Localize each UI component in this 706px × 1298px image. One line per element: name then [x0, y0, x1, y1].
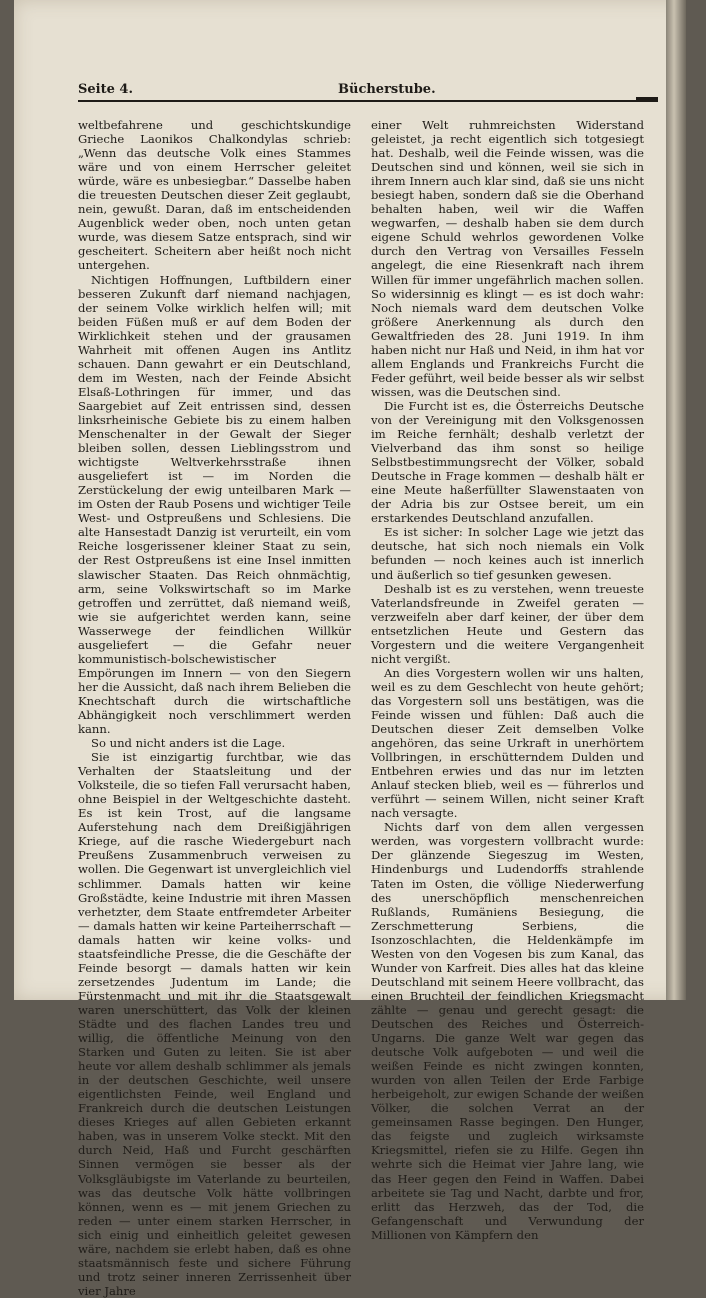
paragraph: An dies Vorgestern wollen wir uns halten, weil es zu dem Geschlecht von heute gehört; das Vorgestern soll uns bestätigen, was die Feinde wissen und fühlen: Daß auch die Deutschen dieser Zeit demselben Volke angehören, das seine Urkraft in unerhörtem Vollbringen, in erschütterndem Dulden und Entbehren erwies und das nur im letzten Anlauf stecken blieb, weil es — führerlos und verführt — seinem Willen, nicht seiner Kraft nach versagte.: [371, 665, 644, 821]
paragraph: einer Welt ruhmreichsten Widerstand geleistet, ja recht eigentlich sich totgesiegt hat. Deshalb, weil die Feinde wissen, was die Deutschen sind und können, weil sie sich in ihrem Innern auch klar sind, daß sie uns nicht besiegt haben, sondern daß sie die Oberhand behalten haben, weil wir die Waffen wegwarfen, — deshalb haben sie dem durch eigene Schuld wehrlos gewordenen Volke durch den Vertrag von Versailles Fesseln angelegt, die eine Riesenkraft nach ihrem Willen für immer ungefährlich machen sollen. So widersinnig es klingt — es ist doch wahr: Noch niemals ward dem deutschen Volke größere Anerkennung als durch den Gewaltfrieden des 28. Juni 1919. In ihm haben nicht nur Haß und Neid, in ihm hat vor allem Englands und Frankreichs Furcht die Feder geführt, weil beide besser als wir selbst wissen, was die Deutschen sind.: [371, 118, 644, 399]
header-rule-accent: [636, 97, 658, 102]
paragraph: Nichts darf von dem allen vergessen werden, was vorgestern vollbracht wurde: Der glänzende Siegeszug im Westen, Hindenburgs und Ludendorffs strahlende Taten im Osten, die völlige Niederwerfung des unerschöpflich menschenreichen Rußlands, Rumäniens Besiegung, die Zerschmetterung Serbiens, die Isonzoschlachten, die Heldenkämpfe im Westen von den Vogesen bis zum Kanal, das Wunder von Karfreit. Dies alles hat das kleine Deutschland mit seinem Heere vollbracht, das einen Bruchteil der feindlichen Kriegsmacht zählte — genau und gerecht gesagt: die Deutschen des Reiches und Österreich-Ungarns. Die ganze Welt war gegen das deutsche Volk aufgeboten — und weil die weißen Feinde es nicht zwingen konnten, wurden von allen Teilen der Erde Farbige herbeigeholt, zur ewigen Schande der weißen Völker, die solchen Verrat an der gemeinsamen Rasse begingen. Den Hunger, das feigste und zugleich wirksamste Kriegsmittel, riefen sie zu Hilfe. Gegen ihn wehrte sich die Heimat vier Jahre lang, wie das Heer gegen den Feind in Waffen. Dabei arbeitete sie Tag und Nacht, darbte und fror, erlitt das Herzweh, das der Tod, die Gefangenschaft und Verwundung der Millionen von Kämpfern den: [371, 820, 644, 1242]
paragraph: weltbefahrene und geschichtskundige Grieche Laonikos Chalkondylas schrieb: „Wenn das deutsche Volk eines Stammes wäre und von einem Herrscher geleitet würde, wäre es unbesiegbar.“ Dasselbe haben die treuesten Deutschen dieser Zeit geglaubt, nein, gewußt. Daran, daß im entscheidenden Augenblick weder oben, noch unten getan wurde, was diesem Satze entsprach, sind wir gescheitert. Scheitern aber heißt noch nicht untergehen.: [78, 118, 351, 273]
right-column: [371, 118, 644, 1242]
paragraph: So und nicht anders ist die Lage.: [91, 736, 286, 751]
paragraph: Deshalb ist es zu verstehen, wenn treueste Vaterlandsfreunde in Zweifel geraten — verzweifeln aber darf keiner, der über dem entsetzlichen Heute und Gestern das Vorgestern und die weitere Vergangenheit nicht vergißt.: [371, 581, 644, 666]
page-spine-shadow: [666, 0, 686, 1000]
left-column: [78, 118, 351, 1298]
paragraph: Nichtigen Hoffnungen, Luftbildern einer besseren Zukunft darf niemand nachjagen, der seinem Volke wirklich helfen will; mit beiden Füßen muß er auf dem Boden der Wirklichkeit stehen und der grausamen Wahrheit mit offenen Augen ins Antlitz schauen. Dann gewahrt er ein Deutschland, dem im Westen, nach der Feinde Absicht Elsaß-Lothringen für immer, und das Saargebiet auf Zeit entrissen sind, dessen linksrheinische Gebiete bis zu einem halben Menschenalter in der Gewalt der Sieger bleiben sollen, dessen Lieblingsstrom und wichtigste Weltverkehrsstraße ihnen ausgeliefert ist — im Norden die Zerstückelung der ewig unteilbaren Mark — im Osten der Raub Posens und wichtiger Teile West- und Ostpreußens und Schlesiens. Die alte Hansestadt Danzig ist verurteilt, ein vom Reiche losgerissener kleiner Staat zu sein, der Rest Ostpreußens ist eine Insel inmitten slawischer Staaten. Das Reich ohnmächtig, arm, seine Volkswirtschaft so im Marke getroffen und zerrüttet, daß niemand weiß, wie sie aufgerichtet werden kann, seine Wasserwege der feindlichen Willkür ausgeliefert — die Gefahr neuer kommunistisch-bolschewistischer Empörungen im Innern — von den Siegern her die Aussicht, daß nach ihrem Belieben die Knechtschaft durch die wirtschaftliche Abhängigkeit noch verschlimmert werden kann.: [78, 272, 351, 737]
header-rule: [78, 100, 636, 102]
paragraph: Sie ist einzigartig furchtbar, wie das Verhalten der Staatsleitung und der Volksteile, die so tiefen Fall verursacht haben, ohne Beispiel in der Weltgeschichte dasteht. Es ist kein Trost, auf die langsame Auferstehung nach dem Dreißigjährigen Kriege, auf die rasche Wiedergeburt nach Preußens Zusammenbruch verweisen zu wollen. Die Gegenwart ist unvergleichlich viel schlimmer. Damals hatten wir keine Großstädte, keine Industrie mit ihren Massen verhetzter, dem Staate entfremdeter Arbeiter — damals hatten wir keine Parteiherrschaft — damals hatten wir keine volks- und staatsfeindliche Presse, die die Geschäfte der Feinde besorgt — damals hatten wir kein zersetzendes Judentum im Lande; die Fürstenmacht und mit ihr die Staatsgewalt waren unerschüttert, das Volk der kleinen Städte und des flachen Landes treu und willig, die öffentliche Meinung von den Starken und Guten zu leiten. Sie ist aber heute vor allem deshalb schlimmer als jemals in der deutschen Geschichte, weil unsere eigentlichsten Feinde, weil England und Frankreich durch die deutschen Leistungen dieses Krieges auf allen Gebieten erkannt haben, was in unserem Volke steckt. Mit den durch Neid, Haß und Furcht geschärften Sinnen vermögen sie besser als der Volksgläubigste im Vaterlande zu beurteilen, was das deutsche Volk hätte vollbringen können, wenn es — mit jenem Griechen zu reden — unter einem starken Herrscher, in sich einig und einheitlich geleitet gewesen wäre, nachdem sie erlebt haben, daß es ohne staatsmännisch feste und sichere Führung und trotz seiner inneren Zerrissenheit über vier Jahre: [78, 750, 351, 1298]
paragraph: Die Furcht ist es, die Österreichs Deutsche von der Vereinigung mit den Volksgenossen im Reiche fernhält; deshalb verletzt der Vielverband das ihm sonst so heilige Selbstbestimmungsrecht der Völker, sobald Deutsche in Frage kommen — deshalb hält er eine Meute haßerfüllter Slawenstaaten von der Adria bis zur Ostsee bereit, um ein erstarkendes Deutschland anzufallen.: [371, 398, 644, 526]
masthead-title: Bücherstube.: [338, 82, 436, 97]
book-page: [14, 0, 686, 1298]
paragraph: Es ist sicher: In solcher Lage wie jetzt das deutsche, hat sich noch niemals ein Volk befunden — noch keines auch ist innerlich und äußerlich so tief gesunken gewesen.: [371, 525, 644, 582]
page-header: [78, 82, 658, 102]
page-number: Seite 4.: [78, 82, 133, 97]
